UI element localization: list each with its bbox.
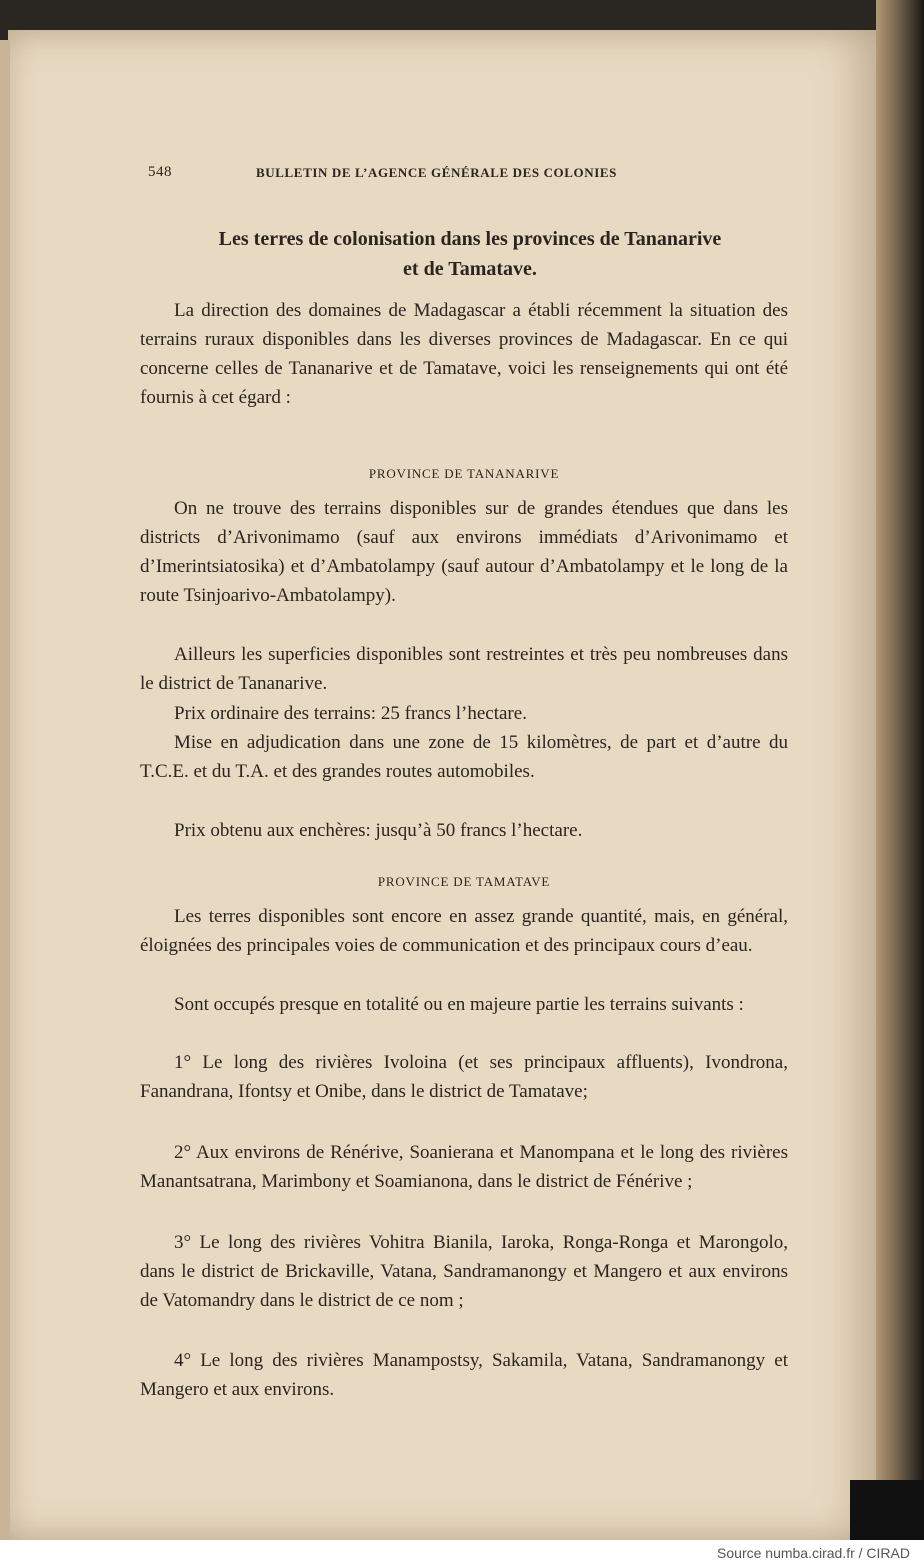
tamatave-paragraph-1: Les terres disponibles sont encore en assez grande quantité, mais, en général, éloignées des principales voies de communication et des principaux cours d’eau. xyxy=(140,906,788,956)
intro-paragraph: La direction des domaines de Madagascar a établi récemment la situation des terrains ruraux disponibles dans les diverses provinces de Madagascar. En ce qui concerne celles de Tananarive et de Tamatave, voici les renseignements qui ont été fournis à cet égard : xyxy=(140,300,788,408)
tamatave-item-4: 4° Le long des rivières Manampostsy, Sakamila, Vatana, Sandramanongy et Mangero et aux environs. xyxy=(140,1350,788,1400)
running-header xyxy=(148,164,788,186)
title-line-2: et de Tamatave. xyxy=(403,258,537,280)
tananarive-paragraph-1: On ne trouve des terrains disponibles sur de grandes étendues que dans les districts d’Arivonimamo (sauf aux environs immédiats d’Arivonimamo et d’Imerintsiatosika) et d’Ambatolampy (sauf autour d’Ambatolampy et le long de la route Tsinjoarivo-Ambatolampy). xyxy=(140,498,788,606)
tananarive-paragraph-4: Mise en adjudication dans une zone de 15 kilomètres, de part et d’autre du T.C.E. et du T.A. et des grandes routes automobiles. xyxy=(140,732,788,782)
tamatave-item-2: 2° Aux environs de Rénérive, Soanierana et Manompana et le long des rivières Manantsatrana, Marimbony et Soamianona, dans le district de Fénérive ; xyxy=(140,1142,788,1192)
tananarive-paragraph-5: Prix obtenu aux enchères: jusqu’à 50 francs l’hectare. xyxy=(174,820,583,841)
tamatave-item-1: 1° Le long des rivières Ivoloina (et ses principaux affluents), Ivondrona, Fanandrana, Ifontsy et Onibe, dans le district de Tamatave; xyxy=(140,1052,788,1102)
tamatave-item-3: 3° Le long des rivières Vohitra Bianila, Iaroka, Ronga-Ronga et Marongolo, dans le district de Brickaville, Vatana, Sandramanongy et Mangero et aux environs de Vatomandry dans le district de ce nom ; xyxy=(140,1232,788,1311)
article-title xyxy=(140,224,800,284)
section-heading-tamatave: PROVINCE DE TAMATAVE xyxy=(377,874,551,889)
source-footer xyxy=(0,1540,924,1566)
tananarive-paragraph-3: Prix ordinaire des terrains: 25 francs l’hectare. xyxy=(174,703,527,724)
title-line-1: Les terres de colonisation dans les provinces de Tananarive xyxy=(218,228,722,250)
tamatave-paragraph-2: Sont occupés presque en totalité ou en majeure partie les terrains suivants : xyxy=(174,994,744,1015)
source-credit: Source numba.cirad.fr / CIRAD xyxy=(717,1545,910,1561)
running-title: BULLETIN DE L’AGENCE GÉNÉRALE DES COLONIES xyxy=(256,165,618,180)
page-number: 548 xyxy=(148,164,172,180)
tananarive-paragraph-2: Ailleurs les superficies disponibles sont restreintes et très peu nombreuses dans le district de Tananarive. xyxy=(140,644,788,694)
section-heading-tananarive: PROVINCE DE TANANARIVE xyxy=(368,466,560,481)
